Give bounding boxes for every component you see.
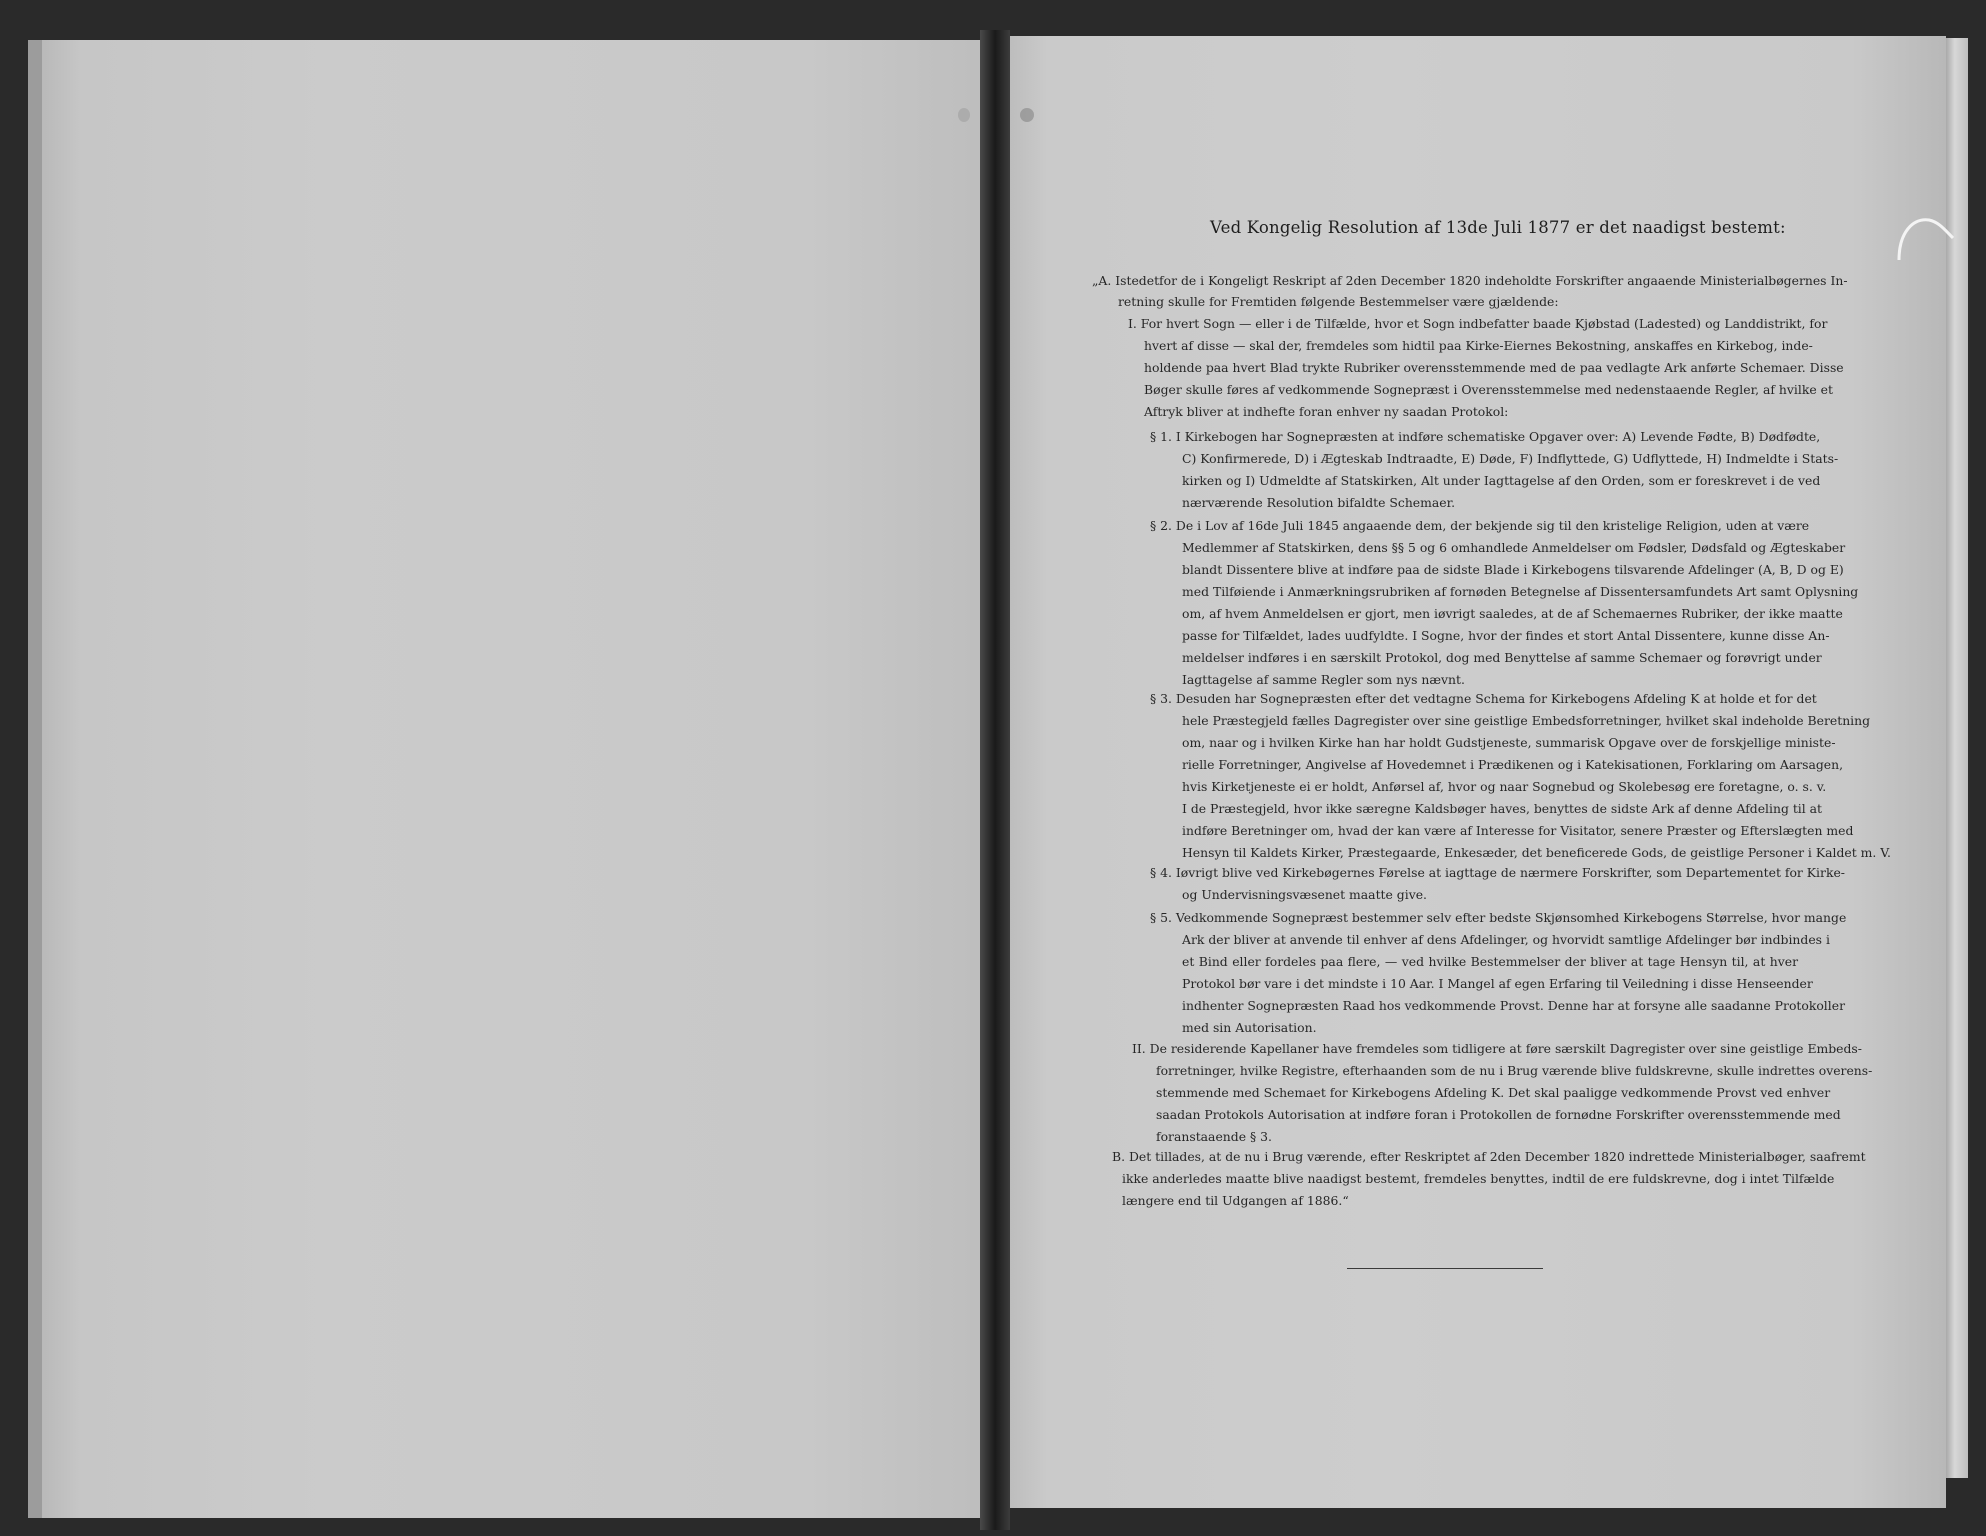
text-line: om, naar og i hvilken Kirke han har holdt Gudstjeneste, summarisk Opgave over de forskjellige ministe-	[1182, 735, 1836, 750]
text-line: Iagttagelse af samme Regler som nys nævnt.	[1182, 672, 1465, 687]
text-line: Bøger skulle føres af vedkommende Sognepræst i Overensstemmelse med nedenstaaende Regler, af hvilke et	[1144, 382, 1833, 397]
document-title: Ved Kongelig Resolution af 13de Juli 1877 er det naadigst bestemt:	[1210, 218, 1786, 237]
text-line: hvert af disse — skal der, fremdeles som hidtil paa Kirke-Eiernes Bekostning, anskaffes en Kirkebog, inde-	[1144, 338, 1813, 353]
text-line: Hensyn til Kaldets Kirker, Præstegaarde, Enkesæder, det beneficerede Gods, de geistlige Personer i Kaldet m. V.	[1182, 845, 1891, 860]
text-line: Aftryk bliver at indhefte foran enhver ny saadan Protokol:	[1144, 404, 1509, 419]
text-line: § 4. Iøvrigt blive ved Kirkebøgernes Førelse at iagttage de nærmere Forskrifter, som Departementet for Kirke-	[1150, 865, 1845, 880]
text-line: C) Konfirmerede, D) i Ægteskab Indtraadte, E) Døde, F) Indflyttede, G) Udflyttede, H) Indmeldte i Stats-	[1182, 451, 1839, 466]
text-line: indhenter Sognepræsten Raad hos vedkommende Provst. Denne har at forsyne alle saadanne Protokoller	[1182, 998, 1845, 1013]
text-line: saadan Protokols Autorisation at indføre foran i Protokollen de fornødne Forskrifter overensstemmende med	[1156, 1107, 1841, 1122]
text-line: hele Præstegjeld fælles Dagregister over sine geistlige Embedsforretninger, hvilket skal indeholde Beretning	[1182, 713, 1871, 728]
text-line: II. De residerende Kapellaner have fremdeles som tidligere at føre særskilt Dagregister over sine geistlige Embeds-	[1132, 1041, 1862, 1056]
text-line: foranstaaende § 3.	[1156, 1129, 1272, 1144]
text-line: retning skulle for Fremtiden følgende Bestemmelser være gjældende:	[1118, 294, 1559, 309]
text-line: med sin Autorisation.	[1182, 1020, 1317, 1035]
text-line: § 5. Vedkommende Sognepræst bestemmer selv efter bedste Skjønsomhed Kirkebogens Størrelse, hvor mange	[1150, 910, 1847, 925]
ink-stain	[1020, 108, 1034, 122]
text-line: forretninger, hvilke Registre, efterhaanden som de nu i Brug værende blive fuldskrevne, skulle indrettes overens-	[1156, 1063, 1873, 1078]
text-line: Ark der bliver at anvende til enhver af dens Afdelinger, og hvorvidt samtlige Afdelinger bør indbindes i	[1182, 932, 1830, 947]
text-line: et Bind eller fordeles paa flere, — ved hvilke Bestemmelser der bliver at tage Hensyn til, at hver	[1182, 954, 1798, 969]
text-line: holdende paa hvert Blad trykte Rubriker overensstemmende med de paa vedlagte Ark anførte Schemaer. Disse	[1144, 360, 1844, 375]
text-line: stemmende med Schemaet for Kirkebogens Afdeling K. Det skal paaligge vedkommende Provst ved enhver	[1156, 1085, 1831, 1100]
text-line: § 1. I Kirkebogen har Sognepræsten at indføre schematiske Opgaver over: A) Levende Fødte, B) Dødfødte,	[1150, 429, 1821, 444]
text-line: ikke anderledes maatte blive naadigst bestemt, fremdeles benyttes, indtil de ere fuldskrevne, dog i intet Tilfælde	[1122, 1171, 1835, 1186]
page-curl-mark	[1895, 212, 1955, 262]
book-spine	[980, 30, 1010, 1530]
text-line: B. Det tillades, at de nu i Brug værende, efter Reskriptet af 2den December 1820 indrettede Ministerialbøger, saafremt	[1112, 1149, 1866, 1164]
text-line: I de Præstegjeld, hvor ikke særegne Kaldsbøger haves, benyttes de sidste Ark af denne Afdeling til at	[1182, 801, 1823, 816]
text-line: meldelser indføres i en særskilt Protokol, dog med Benyttelse af samme Schemaer og forøvrigt under	[1182, 650, 1822, 665]
text-line: længere end til Udgangen af 1886.“	[1122, 1193, 1349, 1208]
text-line: nærværende Resolution bifaldte Schemaer.	[1182, 495, 1456, 510]
text-line: rielle Forretninger, Angivelse af Hovedemnet i Prædikenen og i Katekisationen, Forklaring om Aarsagen,	[1182, 757, 1844, 772]
text-line: I. For hvert Sogn — eller i de Tilfælde, hvor et Sogn indbefatter baade Kjøbstad (Ladested) og Landdistrikt, for	[1128, 316, 1828, 331]
ink-stain	[958, 108, 970, 122]
text-line: passe for Tilfældet, lades uudfyldte. I Sogne, hvor der findes et stort Antal Dissentere, kunne disse An-	[1182, 628, 1830, 643]
text-line: med Tilføiende i Anmærkningsrubriken af fornøden Betegnelse af Dissentersamfundets Art samt Oplysning	[1182, 584, 1859, 599]
text-line: blandt Dissentere blive at indføre paa de sidste Blade i Kirkebogens tilsvarende Afdelinger (A, B, D og E)	[1182, 562, 1844, 577]
text-line: „A. Istedetfor de i Kongeligt Reskript af 2den December 1820 indeholdte Forskrifter angaaende Ministerialbøgernes In-	[1092, 273, 1848, 288]
text-line: og Undervisningsvæsenet maatte give.	[1182, 887, 1427, 902]
text-line: kirken og I) Udmeldte af Statskirken, Alt under Iagttagelse af den Orden, som er foreskrevet i de ved	[1182, 473, 1821, 488]
closing-rule	[1347, 1268, 1543, 1269]
text-line: § 2. De i Lov af 16de Juli 1845 angaaende dem, der bekjende sig til den kristelige Religion, uden at være	[1150, 518, 1810, 533]
text-line: indføre Beretninger om, hvad der kan være af Interesse for Visitator, senere Præster og Efterslægten med	[1182, 823, 1854, 838]
text-line: § 3. Desuden har Sognepræsten efter det vedtagne Schema for Kirkebogens Afdeling K at holde et for det	[1150, 691, 1817, 706]
left-page-blank	[28, 40, 994, 1518]
text-line: om, af hvem Anmeldelsen er gjort, men iøvrigt saaledes, at de af Schemaernes Rubriker, der ikke maatte	[1182, 606, 1843, 621]
text-line: hvis Kirketjeneste ei er holdt, Anførsel af, hvor og naar Sognebud og Skolebesøg ere foretagne, o. s. v.	[1182, 779, 1827, 794]
text-line: Medlemmer af Statskirken, dens §§ 5 og 6 omhandlede Anmeldelser om Fødsler, Dødsfald og Ægteskaber	[1182, 540, 1846, 555]
text-line: Protokol bør vare i det mindste i 10 Aar. I Mangel af egen Erfaring til Veiledning i disse Henseender	[1182, 976, 1813, 991]
